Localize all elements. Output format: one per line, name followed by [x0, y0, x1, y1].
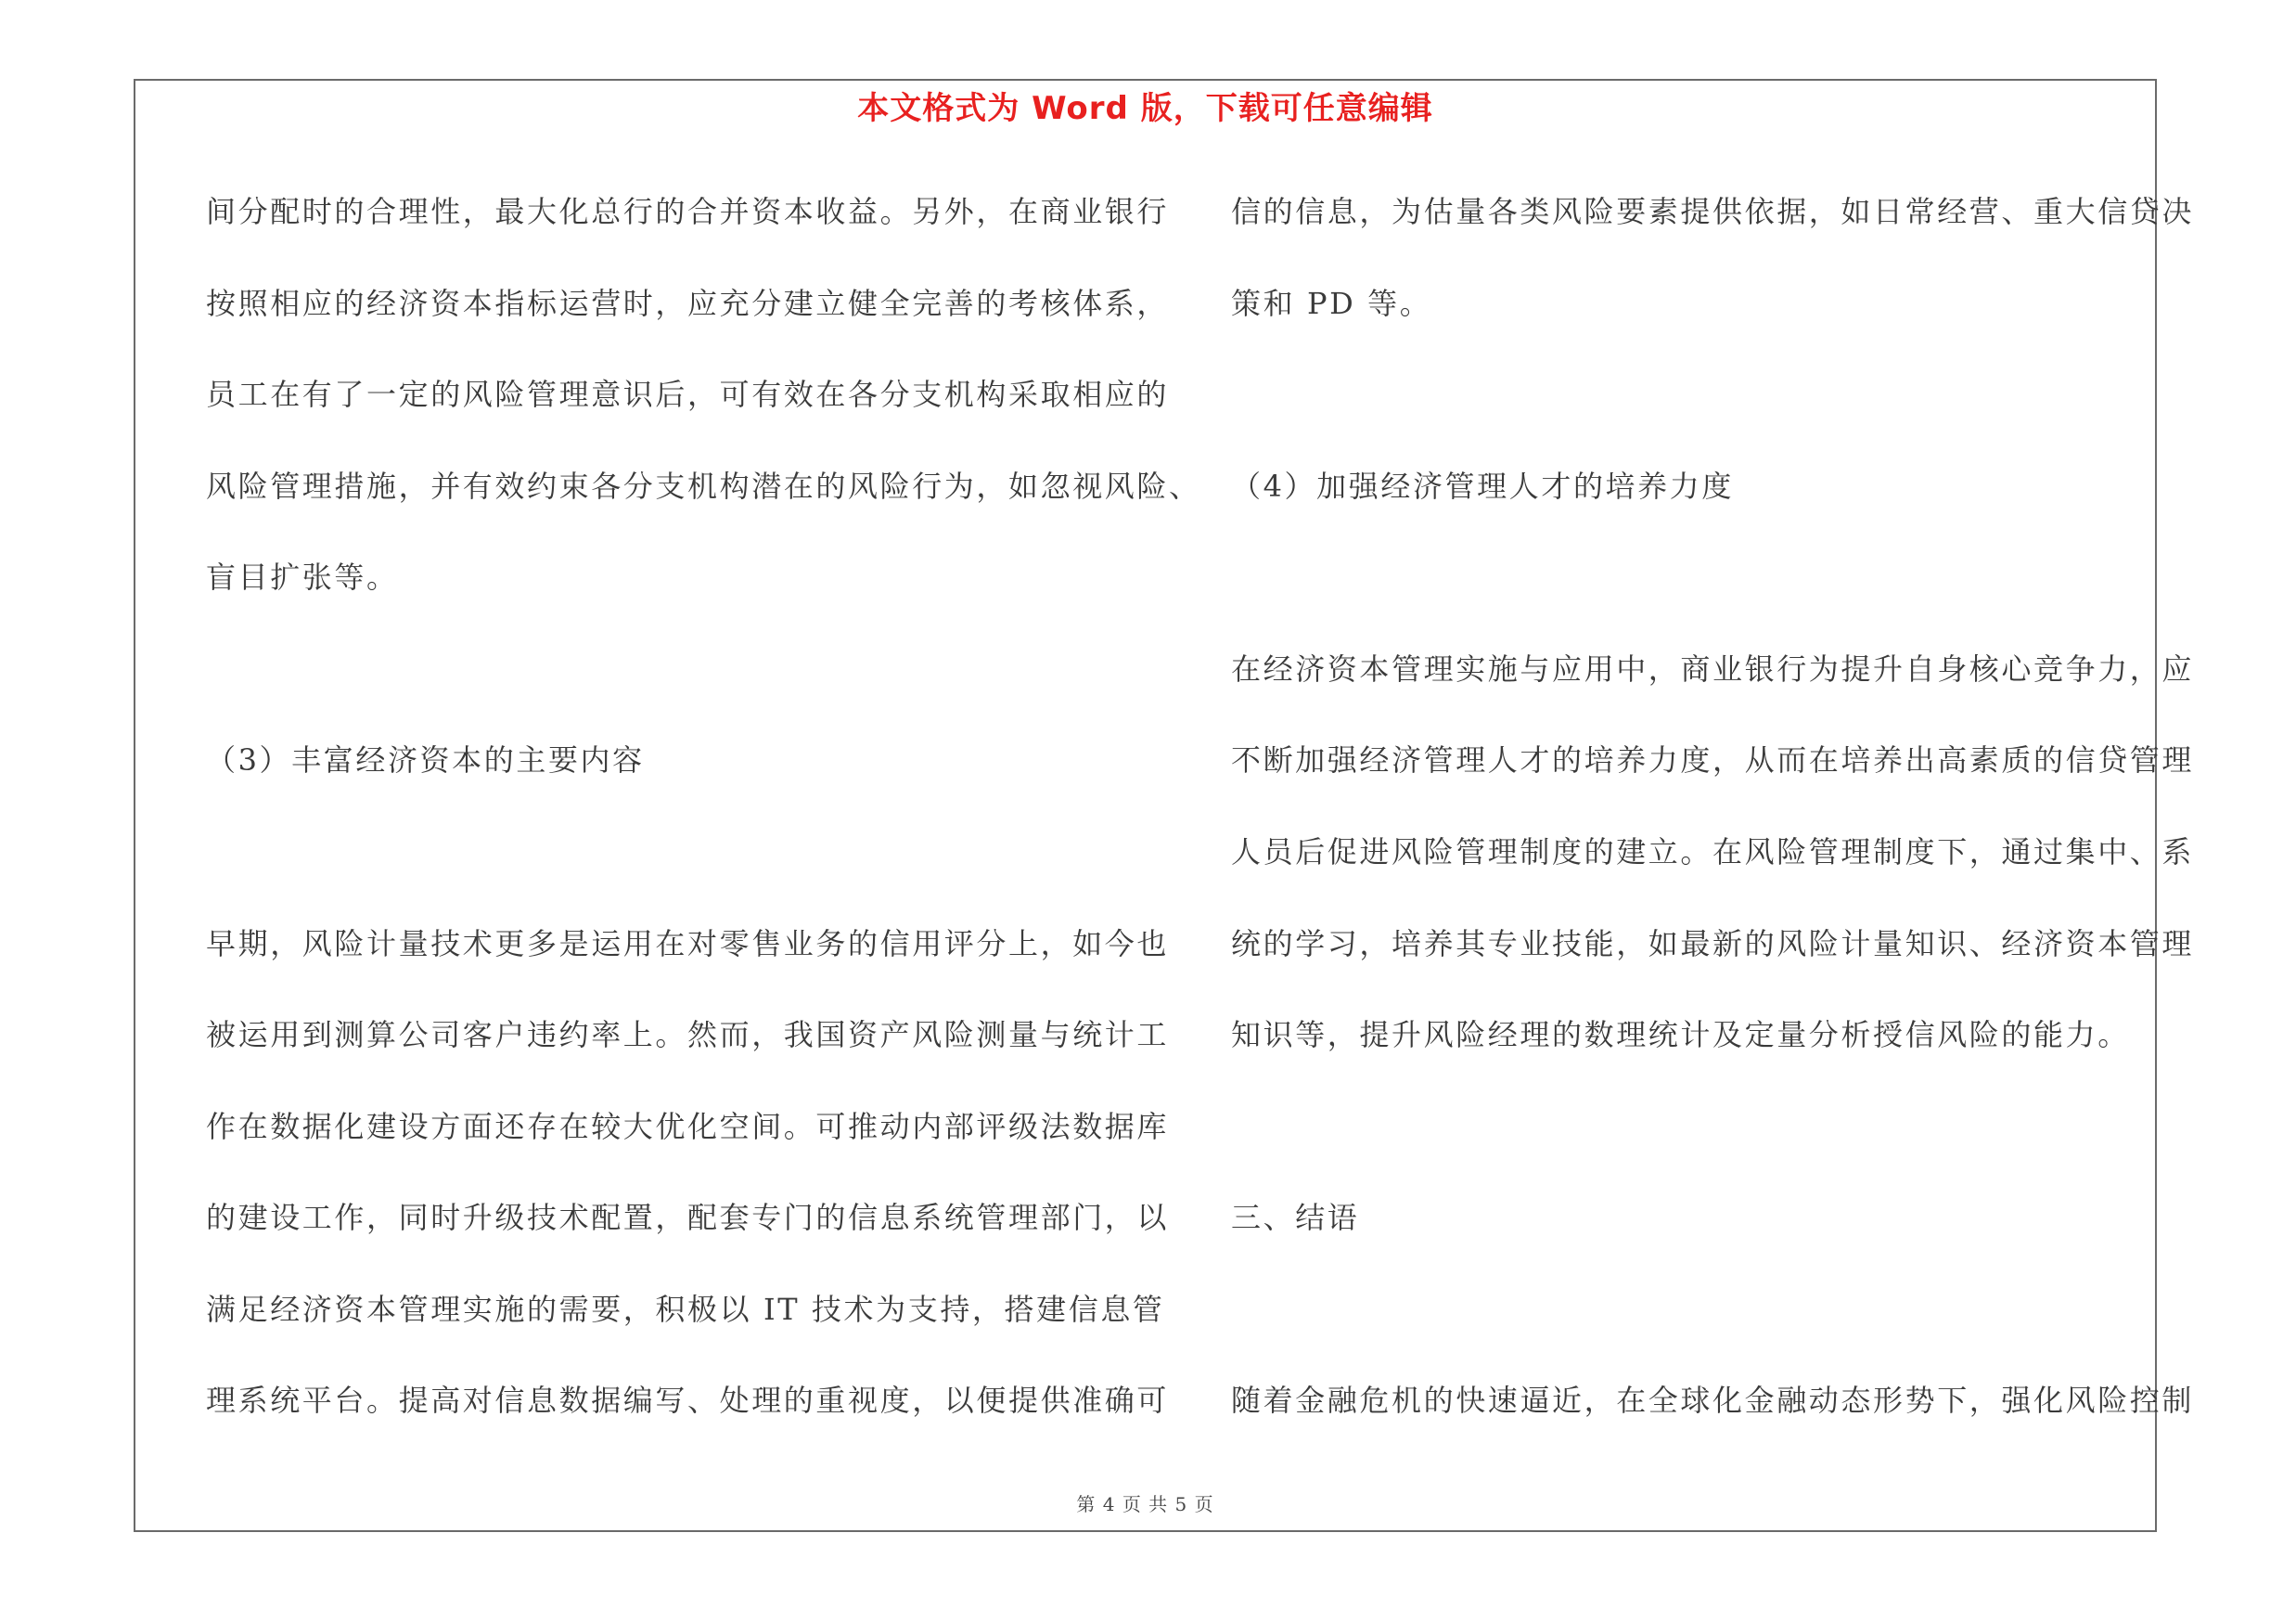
section-heading: 三、结语: [1231, 1200, 1360, 1235]
paragraph-line: 人员后促进风险管理制度的建立。在风险管理制度下，通过集中、系: [1231, 834, 2195, 869]
paragraph-line: 随着金融危机的快速逼近，在全球化金融动态形势下，强化风险控制: [1231, 1383, 2195, 1418]
section-heading: （4）加强经济管理人才的培养力度: [1231, 469, 1734, 504]
word-format-banner: 本文格式为 Word 版，下载可任意编辑: [857, 90, 1433, 127]
paragraph-line: 知识等，提升风险经理的数理统计及定量分析授信风险的能力。: [1231, 1017, 2130, 1052]
paragraph-line: 策和 PD 等。: [1231, 286, 1432, 321]
paragraph-line: 员工在有了一定的风险管理意识后，可有效在各分支机构采取相应的: [206, 377, 1170, 412]
paragraph-line: 不断加强经济管理人才的培养力度，从而在培养出高素质的信贷管理: [1231, 742, 2195, 778]
section-heading: （3）丰富经济资本的主要内容: [206, 742, 645, 778]
page-number-footer: 第 4 页 共 5 页: [1076, 1493, 1214, 1515]
paragraph-line: 盲目扩张等。: [206, 560, 399, 595]
paragraph-line: 按照相应的经济资本指标运营时，应充分建立健全完善的考核体系，: [206, 286, 1170, 321]
paragraph-line: 在经济资本管理实施与应用中，商业银行为提升自身核心竞争力，应: [1231, 651, 2195, 687]
paragraph-line: 作在数据化建设方面还存在较大优化空间。可推动内部评级法数据库: [206, 1109, 1170, 1144]
paragraph-line: 信的信息，为估量各类风险要素提供依据，如日常经营、重大信贷决: [1231, 194, 2195, 229]
paragraph-line: 统的学习，培养其专业技能，如最新的风险计量知识、经济资本管理: [1231, 926, 2195, 961]
paragraph-line: 的建设工作，同时升级技术配置，配套专门的信息系统管理部门，以: [206, 1200, 1170, 1235]
paragraph-line: 间分配时的合理性，最大化总行的合并资本收益。另外，在商业银行: [206, 194, 1170, 229]
paragraph-line: 理系统平台。提高对信息数据编写、处理的重视度，以便提供准确可: [206, 1383, 1170, 1418]
paragraph-line: 满足经济资本管理实施的需要，积极以 IT 技术为支持，搭建信息管: [206, 1292, 1165, 1327]
paragraph-line: 被运用到测算公司客户违约率上。然而，我国资产风险测量与统计工: [206, 1017, 1170, 1052]
paragraph-line: 风险管理措施，并有效约束各分支机构潜在的风险行为，如忽视风险、: [206, 469, 1201, 504]
paragraph-line: 早期，风险计量技术更多是运用在对零售业务的信用评分上，如今也: [206, 926, 1170, 961]
